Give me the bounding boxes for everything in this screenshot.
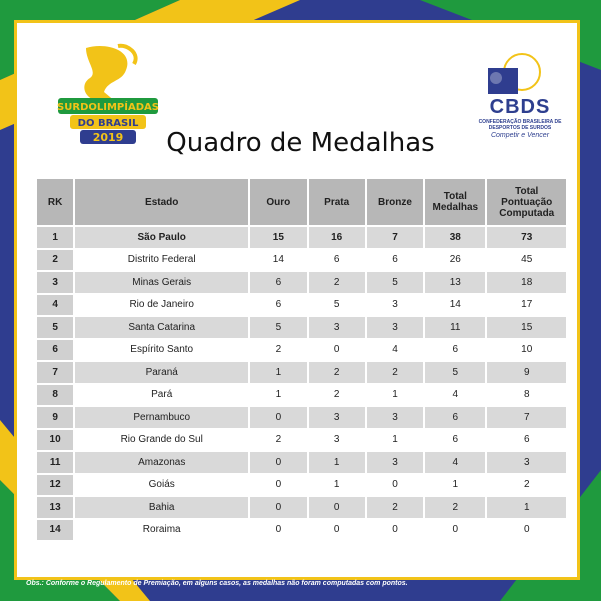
cell-bronze: 3 <box>367 317 423 338</box>
table-row <box>37 452 566 473</box>
cell-pontos: 9 <box>487 362 566 383</box>
cell-estado: Amazonas <box>75 452 248 473</box>
logo-line-1: SURDOLIMPÍADAS <box>57 102 159 113</box>
cell-estado: Bahia <box>75 497 248 518</box>
cell-prata: 3 <box>309 317 365 338</box>
cbds-slogan: Competir e Vencer <box>490 132 550 139</box>
header-total-medalhas: Total Medalhas <box>425 179 485 225</box>
cell-bronze: 7 <box>367 227 423 248</box>
cell-total: 0 <box>425 520 485 541</box>
table-row <box>37 362 566 383</box>
cell-bronze: 5 <box>367 272 423 293</box>
cell-bronze: 3 <box>367 295 423 316</box>
cell-total: 11 <box>425 317 485 338</box>
cbds-full-name: CONFEDERAÇÃO BRASILEIRA DE DESPORTOS DE SURDOS <box>478 119 562 131</box>
cell-estado: Rio de Janeiro <box>75 295 248 316</box>
cell-pontos: 6 <box>487 430 566 451</box>
table-row <box>37 227 566 248</box>
cell-rk: 8 <box>37 385 73 406</box>
cell-ouro: 6 <box>250 272 306 293</box>
cell-rk: 3 <box>37 272 73 293</box>
cell-ouro: 2 <box>250 430 306 451</box>
table-row <box>37 340 566 361</box>
cell-ouro: 0 <box>250 497 306 518</box>
cbds-name: CBDS <box>489 96 551 118</box>
footnote: Obs.: Conforme o Regulamento de Premiação, em alguns casos, as medalhas não foram computadas com pontos. <box>26 580 408 587</box>
cell-ouro: 6 <box>250 295 306 316</box>
cell-prata: 3 <box>309 430 365 451</box>
cell-estado: Minas Gerais <box>75 272 248 293</box>
cell-estado: Roraima <box>75 520 248 541</box>
table-row <box>37 497 566 518</box>
cell-ouro: 14 <box>250 250 306 271</box>
cell-total: 4 <box>425 452 485 473</box>
cell-bronze: 3 <box>367 407 423 428</box>
cell-estado: Santa Catarina <box>75 317 248 338</box>
table-row <box>37 272 566 293</box>
cell-estado: Goiás <box>75 475 248 496</box>
table-row <box>37 430 566 451</box>
cell-total: 4 <box>425 385 485 406</box>
cell-total: 14 <box>425 295 485 316</box>
cell-pontos: 10 <box>487 340 566 361</box>
cell-pontos: 17 <box>487 295 566 316</box>
header-estado: Estado <box>75 179 248 225</box>
cell-prata: 16 <box>309 227 365 248</box>
cell-estado: São Paulo <box>75 227 248 248</box>
cell-prata: 0 <box>309 497 365 518</box>
cell-estado: Distrito Federal <box>75 250 248 271</box>
table-row <box>37 385 566 406</box>
cell-pontos: 1 <box>487 497 566 518</box>
table-row <box>37 295 566 316</box>
cell-pontos: 0 <box>487 520 566 541</box>
cell-prata: 0 <box>309 340 365 361</box>
cell-ouro: 15 <box>250 227 306 248</box>
cell-pontos: 18 <box>487 272 566 293</box>
cell-prata: 5 <box>309 295 365 316</box>
cell-total: 5 <box>425 362 485 383</box>
cell-rk: 9 <box>37 407 73 428</box>
logo-line-3: 2019 <box>92 131 124 144</box>
cell-pontos: 7 <box>487 407 566 428</box>
cell-rk: 4 <box>37 295 73 316</box>
cell-rk: 6 <box>37 340 73 361</box>
header-rk: RK <box>37 179 73 225</box>
table-body <box>37 227 566 540</box>
cell-rk: 10 <box>37 430 73 451</box>
cell-rk: 2 <box>37 250 73 271</box>
cell-rk: 1 <box>37 227 73 248</box>
table-row <box>37 475 566 496</box>
logo-line-2: DO BRASIL <box>77 118 139 129</box>
cell-ouro: 1 <box>250 385 306 406</box>
header-prata: Prata <box>309 179 365 225</box>
cell-bronze: 2 <box>367 362 423 383</box>
cell-bronze: 1 <box>367 430 423 451</box>
cell-ouro: 0 <box>250 452 306 473</box>
cell-total: 2 <box>425 497 485 518</box>
table-row <box>37 317 566 338</box>
cell-ouro: 2 <box>250 340 306 361</box>
medal-table <box>35 177 568 542</box>
cell-ouro: 5 <box>250 317 306 338</box>
cell-ouro: 0 <box>250 407 306 428</box>
cell-bronze: 3 <box>367 452 423 473</box>
cell-prata: 2 <box>309 272 365 293</box>
cell-ouro: 0 <box>250 520 306 541</box>
cell-pontos: 2 <box>487 475 566 496</box>
header-total-pontuacao: Total Pontuação Computada <box>487 179 566 225</box>
cell-bronze: 2 <box>367 497 423 518</box>
cell-bronze: 0 <box>367 520 423 541</box>
cell-ouro: 0 <box>250 475 306 496</box>
cell-prata: 1 <box>309 452 365 473</box>
header-bronze: Bronze <box>367 179 423 225</box>
cell-bronze: 4 <box>367 340 423 361</box>
cell-pontos: 73 <box>487 227 566 248</box>
table-row <box>37 520 566 541</box>
cell-estado: Pará <box>75 385 248 406</box>
cell-total: 6 <box>425 340 485 361</box>
cell-pontos: 15 <box>487 317 566 338</box>
cell-estado: Espírito Santo <box>75 340 248 361</box>
cell-prata: 1 <box>309 475 365 496</box>
cell-prata: 0 <box>309 520 365 541</box>
cell-bronze: 1 <box>367 385 423 406</box>
cell-estado: Pernambuco <box>75 407 248 428</box>
cell-pontos: 45 <box>487 250 566 271</box>
cell-rk: 7 <box>37 362 73 383</box>
cell-rk: 14 <box>37 520 73 541</box>
cell-bronze: 6 <box>367 250 423 271</box>
cell-total: 6 <box>425 430 485 451</box>
cell-rk: 13 <box>37 497 73 518</box>
table-header-row <box>37 179 566 225</box>
cell-pontos: 8 <box>487 385 566 406</box>
cell-estado: Paraná <box>75 362 248 383</box>
cell-rk: 11 <box>37 452 73 473</box>
page-title: Quadro de Medalhas <box>166 128 435 158</box>
cell-rk: 12 <box>37 475 73 496</box>
cell-prata: 2 <box>309 385 365 406</box>
cell-bronze: 0 <box>367 475 423 496</box>
cell-prata: 6 <box>309 250 365 271</box>
cell-prata: 2 <box>309 362 365 383</box>
cell-total: 6 <box>425 407 485 428</box>
table-row <box>37 407 566 428</box>
table-row <box>37 250 566 271</box>
cell-prata: 3 <box>309 407 365 428</box>
cell-pontos: 3 <box>487 452 566 473</box>
cell-total: 26 <box>425 250 485 271</box>
cell-total: 13 <box>425 272 485 293</box>
cell-estado: Rio Grande do Sul <box>75 430 248 451</box>
cell-total: 38 <box>425 227 485 248</box>
cell-total: 1 <box>425 475 485 496</box>
cell-ouro: 1 <box>250 362 306 383</box>
cell-rk: 5 <box>37 317 73 338</box>
header-ouro: Ouro <box>250 179 306 225</box>
